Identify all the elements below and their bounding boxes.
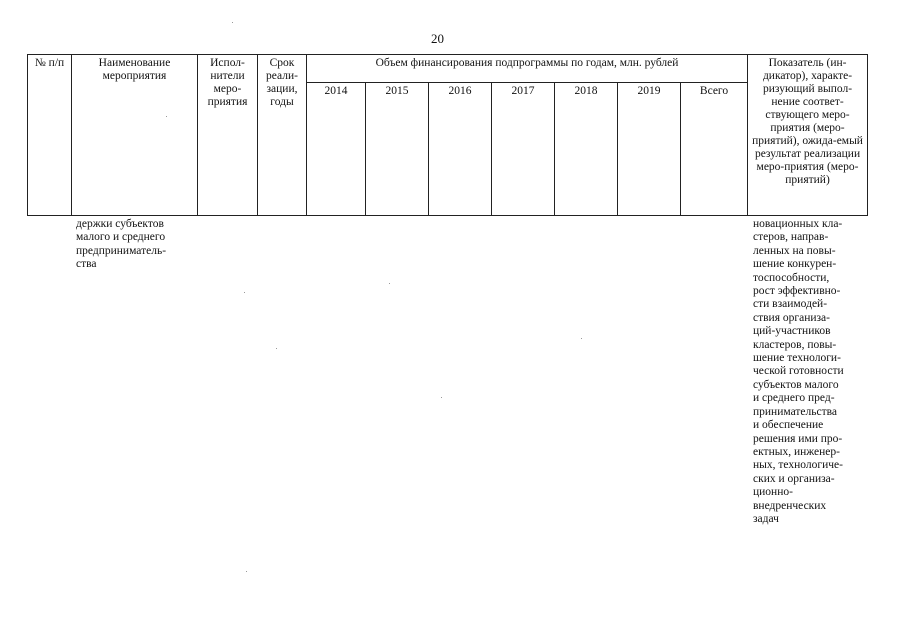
header-funding: Объем финансирования подпрограммы по годам, млн. рублей	[307, 55, 748, 83]
continuation-name	[76, 218, 194, 272]
indicator-line: рост эффективно-	[753, 285, 841, 298]
indicator-line: ционно-	[753, 486, 793, 499]
indicator-line: ных, технологиче-	[753, 459, 843, 472]
indicator-line: субъектов малого	[753, 378, 839, 391]
scan-speck	[232, 22, 233, 23]
header-year-2017: 2017	[492, 83, 555, 216]
name-line: предприниматель-	[76, 244, 167, 257]
name-line: малого и среднего	[76, 231, 166, 244]
header-executors: Испол-нители меро-приятия	[198, 55, 258, 216]
indicator-line: и обеспечение	[753, 419, 824, 432]
indicator-line: задач	[753, 512, 779, 525]
scan-speck	[441, 397, 442, 398]
indicator-line: шение технологи-	[753, 352, 841, 365]
name-line: держки субъектов	[76, 218, 164, 230]
indicator-line: тоспособности,	[753, 271, 830, 284]
indicator-line: внедренческих	[753, 499, 827, 512]
indicator-line: ектных, инженер-	[753, 445, 840, 458]
header-year-2018: 2018	[555, 83, 618, 216]
header-number: № п/п	[28, 55, 72, 216]
funding-table	[27, 54, 868, 216]
indicator-line: новационных кла-	[753, 218, 843, 230]
scan-speck	[581, 338, 582, 339]
page-number: 20	[431, 31, 444, 46]
header-year-2019: 2019	[618, 83, 681, 216]
indicator-line: кластеров, повы-	[753, 338, 837, 351]
indicator-line: ческой готовности	[753, 365, 844, 378]
header-year-2014: 2014	[307, 83, 366, 216]
indicator-line: ских и организа-	[753, 472, 835, 485]
scan-speck	[246, 571, 247, 572]
header-total: Всего	[681, 83, 748, 216]
indicator-line: шение конкурен-	[753, 258, 837, 271]
name-line: ства	[76, 258, 97, 271]
indicator-line: и среднего пред-	[753, 392, 835, 405]
indicator-line: стеров, направ-	[753, 231, 829, 244]
header-term: Срок реали-зации, годы	[258, 55, 307, 216]
indicator-line: сти взаимодей-	[753, 298, 828, 311]
header-year-2015: 2015	[366, 83, 429, 216]
scan-speck	[389, 283, 390, 284]
scan-speck	[166, 116, 167, 117]
indicator-line: ствия организа-	[753, 311, 830, 324]
continuation-indicator	[753, 218, 863, 526]
indicator-line: ций-участников	[753, 325, 831, 338]
header-indicator: Показатель (ин-дикатор), характе-ризующий выпол-нение соответ-ствующего меро-приятия (меро-приятий), ожида-емый результат реализации меро-приятия (меро-приятий)	[748, 55, 868, 216]
indicator-line: решения ими про-	[753, 432, 843, 445]
header-year-2016: 2016	[429, 83, 492, 216]
scan-speck	[276, 348, 277, 349]
header-name: Наименование мероприятия	[72, 55, 198, 216]
indicator-line: ленных на повы-	[753, 244, 836, 257]
scan-speck	[244, 292, 245, 293]
indicator-line: принимательства	[753, 405, 837, 418]
